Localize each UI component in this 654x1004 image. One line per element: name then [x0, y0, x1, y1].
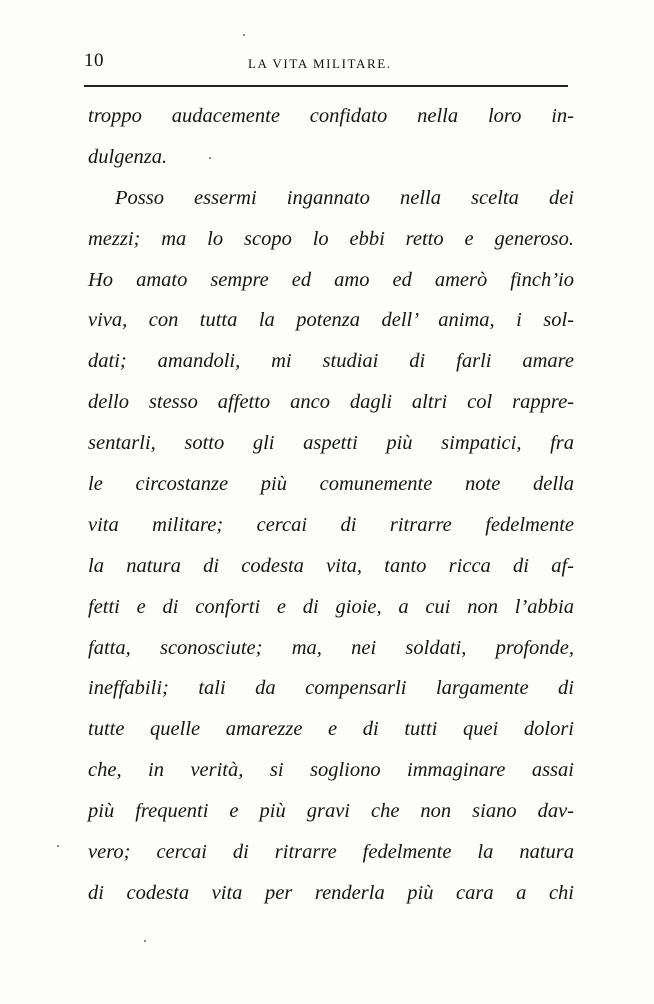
text-line: Posso essermi ingannato nella scelta dei — [115, 186, 574, 209]
text-line: troppo audacemente confidato nella loro in- — [88, 105, 574, 127]
text-line: fetti e di conforti e di gioie, a cui non l’abbia — [88, 595, 574, 618]
paper-speck — [144, 940, 146, 942]
text-line: vita militare; cercai di ritrarre fedelmente — [88, 513, 574, 536]
text-line: mezzi; ma lo scopo lo ebbi retto e generoso. — [88, 227, 574, 250]
text-line: tutte quelle amarezze e di tutti quei dolori — [88, 718, 574, 741]
paper-speck — [209, 157, 211, 159]
text-line: Ho amato sempre ed amo ed amerò finch’io — [88, 268, 574, 291]
paper-speck — [243, 34, 245, 36]
paper-speck — [57, 845, 59, 847]
header-rule — [84, 85, 568, 87]
text-line: sentarli, sotto gli aspetti più simpatici, fra — [88, 432, 574, 455]
page-number: 10 — [84, 50, 104, 71]
body-text — [88, 96, 574, 914]
text-line: di codesta vita per renderla più cara a chi — [88, 881, 574, 904]
text-line: fatta, sconosciute; ma, nei soldati, profonde, — [88, 636, 574, 659]
text-line: vero; cercai di ritrarre fedelmente la natura — [88, 841, 574, 864]
text-line: dati; amandoli, mi studiai di farli amare — [88, 350, 574, 373]
text-line: le circostanze più comunemente note della — [88, 473, 574, 496]
text-line: ineffabili; tali da compensarli largamente di — [88, 677, 574, 700]
text-line: dulgenza. — [88, 145, 168, 168]
text-line: più frequenti e più gravi che non siano dav- — [88, 800, 574, 823]
text-line: viva, con tutta la potenza dell’ anima, i sol- — [88, 309, 574, 332]
running-title: LA VITA MILITARE. — [248, 56, 392, 71]
text-line: dello stesso affetto anco dagli altri col rappre- — [88, 391, 574, 414]
text-line: che, in verità, si sogliono immaginare assai — [88, 759, 574, 782]
text-line: la natura di codesta vita, tanto ricca di af- — [88, 554, 574, 577]
